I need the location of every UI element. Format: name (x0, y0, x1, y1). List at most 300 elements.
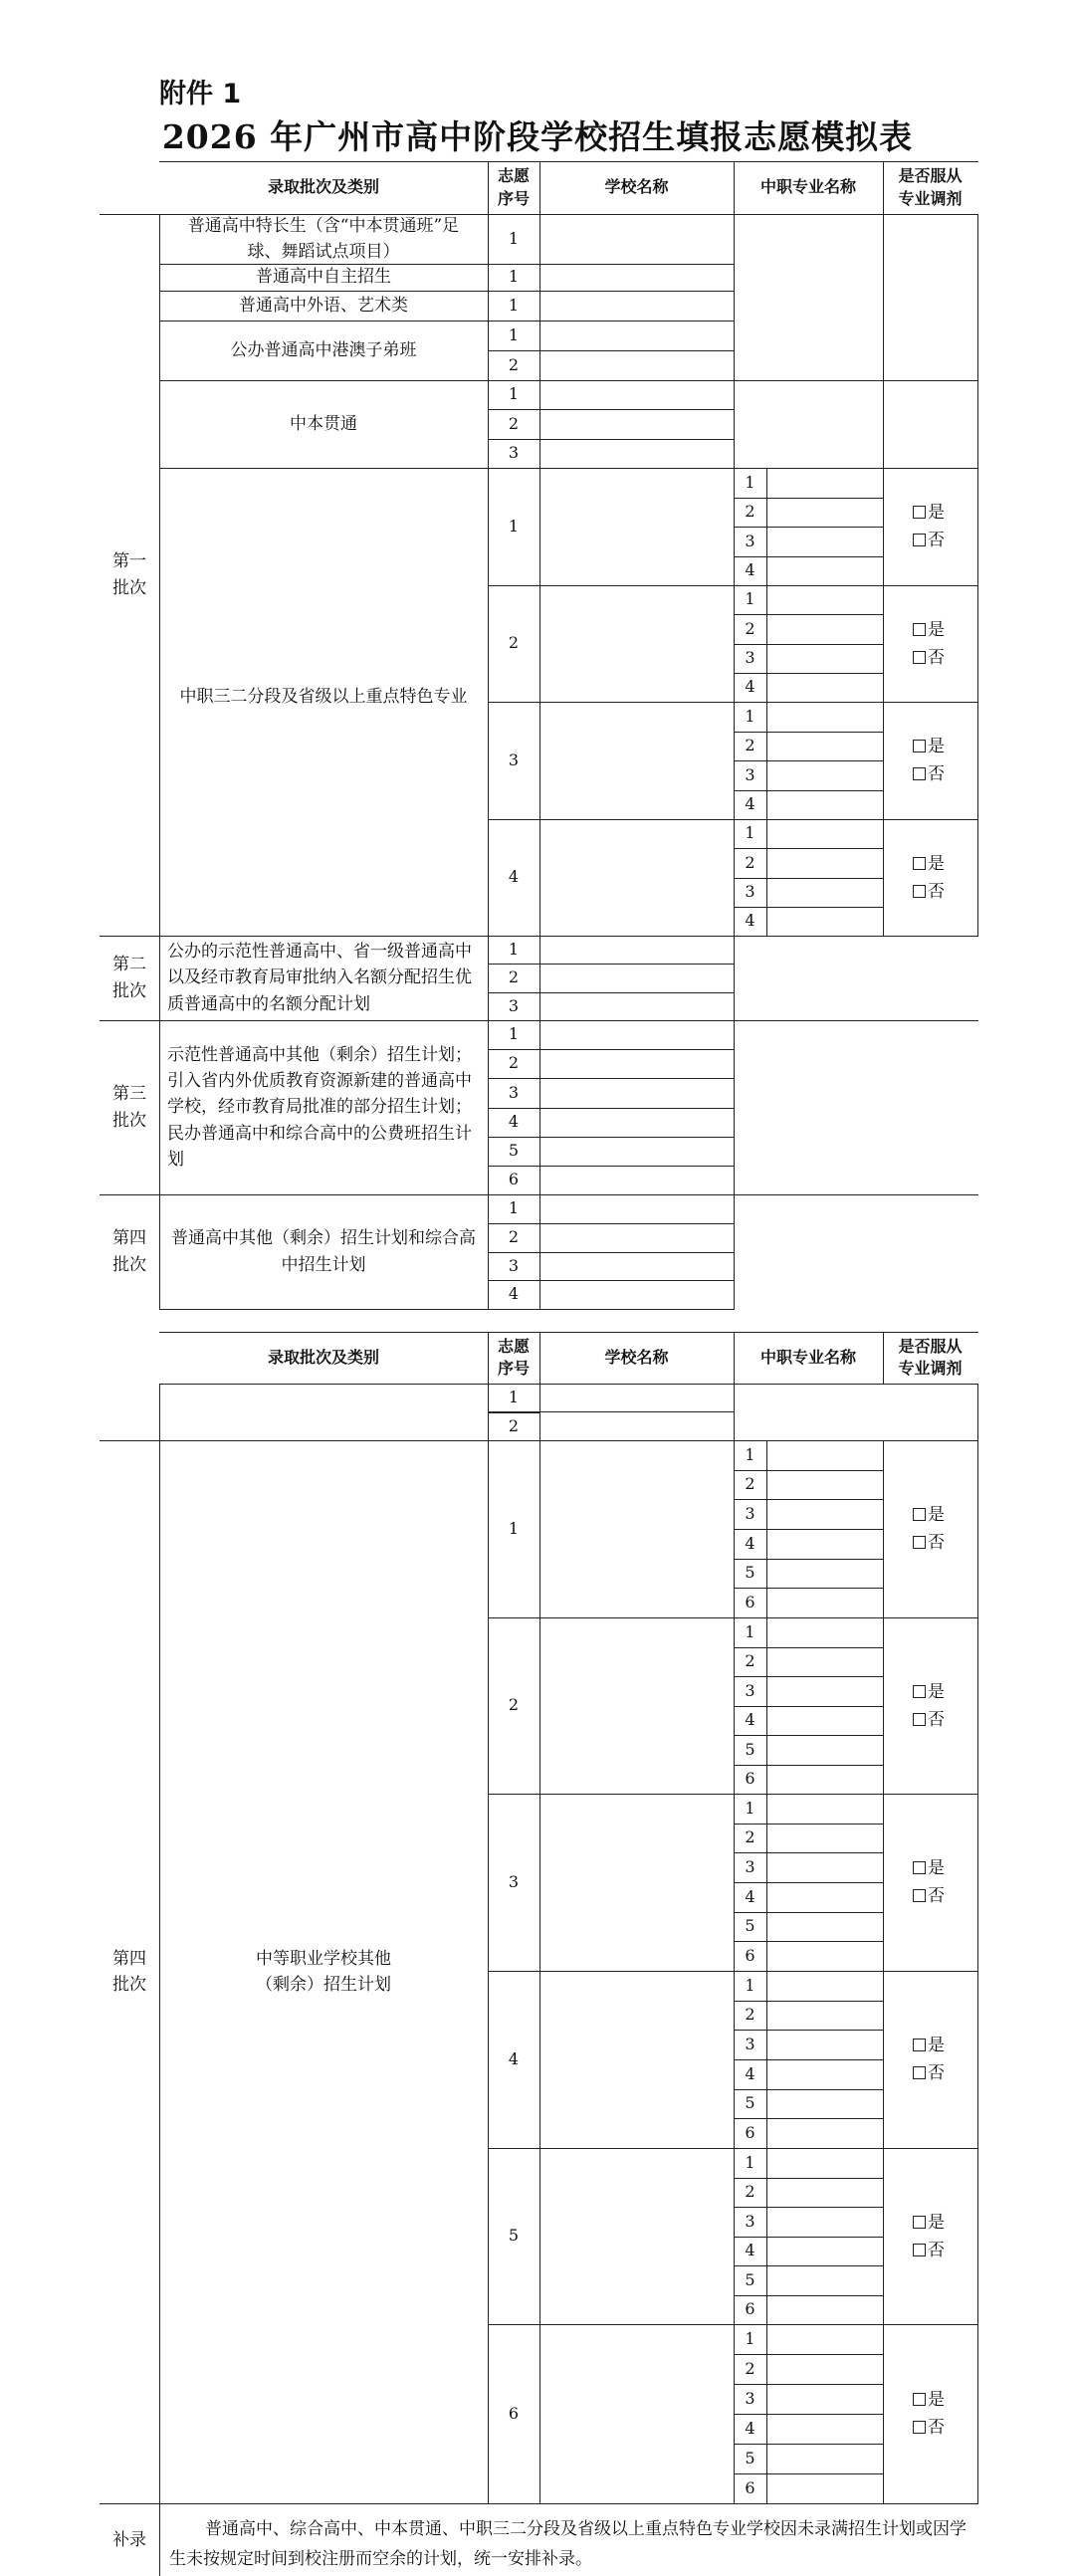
major-name-input[interactable] (768, 2061, 881, 2087)
school-name-input[interactable] (541, 821, 732, 934)
choice-number: 3 (508, 1871, 520, 1891)
major-name-input[interactable] (768, 1649, 881, 1674)
adjust-checkbox-group (913, 2386, 945, 2442)
school-name-input[interactable] (541, 1386, 732, 1409)
checkbox-icon[interactable] (913, 534, 926, 546)
major-seq-number: 1 (745, 1975, 755, 1995)
rule-line (539, 964, 735, 965)
major-name-input[interactable] (768, 2239, 881, 2263)
rule-line (539, 1166, 735, 1167)
major-seq-number: 6 (745, 2122, 755, 2142)
adjust-checkbox-group (913, 2032, 945, 2087)
major-seq-number: 3 (745, 764, 755, 784)
major-seq-number: 2 (745, 2005, 755, 2025)
major-seq-number: 3 (745, 2388, 755, 2408)
rule-line (977, 1384, 978, 1441)
rule-line (539, 1049, 735, 1050)
adjust-option-no[interactable] (913, 2059, 945, 2087)
major-seq-number: 3 (745, 531, 755, 550)
category-b4: 普通高中其他（剩余）招生计划和综合高中招生计划 (171, 1228, 476, 1275)
adjust-option-no[interactable] (913, 527, 945, 554)
major-name-input[interactable] (768, 1442, 881, 1468)
header-seq: 志愿 序号 (497, 1336, 530, 1378)
batch-label-4: 第四 批次 (112, 1228, 146, 1275)
major-seq-number: 3 (745, 2034, 755, 2053)
rule-line (159, 214, 160, 937)
rule-line (539, 409, 735, 410)
major-name-input[interactable] (768, 1472, 881, 1497)
major-seq-number: 1 (745, 1798, 755, 1818)
rule-line (539, 1280, 735, 1281)
header-seq: 志愿 序号 (497, 166, 530, 208)
major-name-input[interactable] (768, 2267, 881, 2293)
major-seq-number: 2 (745, 502, 755, 522)
rule-line (539, 1137, 735, 1138)
school-name-input[interactable] (541, 1413, 732, 1438)
checkbox-icon[interactable] (913, 1861, 926, 1874)
adjust-option-no[interactable] (913, 1529, 945, 1557)
major-name-input[interactable] (768, 558, 881, 583)
adjust-checkbox-group (913, 850, 945, 906)
major-name-input[interactable] (768, 1914, 881, 1939)
school-name-input[interactable] (541, 1022, 732, 1047)
major-seq-number: 2 (745, 2182, 755, 2202)
checkbox-label: 否 (928, 1886, 945, 1907)
major-name-input[interactable] (768, 2091, 881, 2116)
major-name-input[interactable] (768, 675, 881, 700)
rule-line (539, 439, 735, 440)
rule-line (539, 1108, 735, 1109)
adjust-option-yes[interactable] (913, 2032, 945, 2059)
checkbox-label: 否 (928, 2063, 945, 2084)
choice-number: 3 (508, 750, 520, 769)
major-seq-number: 5 (745, 2448, 755, 2468)
category-b4b: 中等职业学校其他 （剩余）招生计划 (256, 1948, 391, 1995)
batch-label-supp: 补录 (112, 2530, 146, 2551)
major-seq-number: 5 (745, 1916, 755, 1936)
header-adjust: 是否服从 专业调剂 (898, 1336, 963, 1378)
major-name-input[interactable] (768, 1561, 881, 1586)
major-name-input[interactable] (768, 2297, 881, 2322)
adjust-checkbox-group (913, 2209, 945, 2264)
adjust-option-yes[interactable] (913, 733, 945, 760)
major-name-input[interactable] (768, 1531, 881, 1557)
major-name-input[interactable] (768, 1590, 881, 1615)
choice-number: 4 (508, 867, 520, 887)
choice-number: 6 (508, 2403, 520, 2423)
major-name-input[interactable] (768, 2446, 881, 2471)
school-name-input[interactable] (541, 470, 732, 583)
rule-line (539, 585, 540, 703)
checkbox-label: 是 (928, 853, 945, 874)
major-name-input[interactable] (768, 587, 881, 612)
adjust-option-no[interactable] (913, 644, 945, 672)
checkbox-icon[interactable] (913, 885, 926, 898)
major-seq-number: 3 (745, 1503, 755, 1523)
major-seq-number: 3 (745, 1680, 755, 1700)
major-seq-number: 2 (745, 1474, 755, 1494)
category-lang: 普通高中外语、艺术类 (239, 295, 408, 316)
adjust-option-no[interactable] (913, 1706, 945, 1734)
checkbox-icon[interactable] (913, 2039, 926, 2051)
choice-number: 2 (508, 967, 520, 987)
adjust-option-yes[interactable] (913, 1501, 945, 1529)
adjust-option-no[interactable] (913, 878, 945, 906)
major-seq-number: 5 (745, 2269, 755, 2289)
checkbox-icon[interactable] (913, 1508, 926, 1521)
major-name-input[interactable] (768, 2209, 881, 2235)
school-name-input[interactable] (541, 1051, 732, 1076)
school-name-input[interactable] (541, 1225, 732, 1250)
choice-number: 2 (508, 633, 520, 653)
choice-number: 2 (508, 1227, 520, 1247)
checkbox-label: 是 (928, 737, 945, 756)
major-seq-number: 1 (745, 2152, 755, 2172)
checkbox-label: 是 (928, 2390, 945, 2410)
major-seq-number: 4 (745, 911, 755, 931)
major-seq-number: 6 (745, 2299, 755, 2319)
rule-line (159, 1384, 978, 1385)
rule-line (539, 468, 540, 586)
choice-number: 2 (508, 1053, 520, 1073)
checkbox-label: 否 (928, 2240, 945, 2260)
category-zb: 中本贯通 (290, 413, 357, 434)
choice-number: 1 (508, 1388, 520, 1407)
checkbox-icon[interactable] (913, 1889, 926, 1902)
major-name-input[interactable] (768, 880, 881, 905)
major-seq-number: 6 (745, 1592, 755, 1611)
header-adjust: 是否服从 专业调剂 (898, 166, 963, 208)
adjust-option-yes[interactable] (913, 1854, 945, 1882)
school-name-input[interactable] (541, 2150, 732, 2322)
adjust-checkbox-group (913, 499, 945, 554)
school-name-input[interactable] (541, 293, 732, 319)
school-name-input[interactable] (541, 704, 732, 817)
rule-line (539, 1440, 540, 1618)
checkbox-label: 是 (928, 1858, 945, 1878)
header-school: 学校名称 (604, 177, 669, 197)
adjust-checkbox-group (913, 1678, 945, 1734)
checkbox-label: 否 (928, 1533, 945, 1554)
header-category: 录取批次及类别 (267, 177, 379, 197)
rule-line (100, 2503, 978, 2504)
checkbox-icon[interactable] (913, 651, 926, 664)
adjust-checkbox-group (913, 1854, 945, 1910)
major-name-input[interactable] (768, 1973, 881, 1999)
rule-line (734, 1384, 735, 1441)
major-name-input[interactable] (768, 909, 881, 934)
choice-number: 5 (508, 2226, 520, 2246)
major-name-input[interactable] (768, 529, 881, 554)
choice-number: 1 (508, 1024, 520, 1044)
major-name-input[interactable] (768, 792, 881, 817)
major-name-input[interactable] (768, 2386, 881, 2412)
choice-number: 6 (508, 1170, 520, 1189)
category-b2: 公办的示范性普通高中、省一级普通高中以及经市教育局审批纳入名额分配招生优质普通高中的名额分配计划 (167, 941, 472, 1014)
adjust-option-yes[interactable] (913, 850, 945, 878)
major-seq-number: 3 (745, 2211, 755, 2231)
major-seq-number: 4 (745, 1533, 755, 1553)
adjust-checkbox-group (913, 1501, 945, 1557)
batch-label-3: 第三 批次 (112, 1084, 146, 1131)
rule-line (539, 702, 540, 820)
school-name-input[interactable] (541, 382, 732, 407)
major-name-input[interactable] (768, 2416, 881, 2442)
choice-number: 1 (508, 1518, 520, 1538)
choice-number: 1 (508, 228, 520, 248)
checkbox-icon[interactable] (913, 2421, 926, 2434)
choice-number: 1 (508, 516, 520, 536)
rule-line (539, 1223, 735, 1224)
checkbox-icon[interactable] (913, 1713, 926, 1726)
category-tech: 普通高中特长生（含“中本贯通班”足球、舞蹈试点项目） (187, 215, 460, 262)
school-name-input[interactable] (541, 1796, 732, 1969)
rule-line (539, 1617, 540, 1795)
major-seq-number: 2 (745, 2358, 755, 2378)
choice-number: 2 (508, 413, 520, 433)
choice-number: 1 (508, 267, 520, 287)
school-name-input[interactable] (541, 1168, 732, 1192)
checkbox-icon[interactable] (913, 767, 926, 780)
major-name-input[interactable] (768, 470, 881, 496)
rule-line (977, 468, 978, 937)
choice-number: 1 (508, 1198, 520, 1218)
adjust-option-yes[interactable] (913, 616, 945, 644)
category-auto: 普通高中自主招生 (256, 267, 391, 288)
major-seq-number: 1 (745, 1444, 755, 1464)
choice-number: 3 (508, 1255, 520, 1275)
major-seq-number: 1 (745, 472, 755, 492)
major-name-input[interactable] (768, 821, 881, 846)
major-seq-number: 6 (745, 1945, 755, 1965)
major-name-input[interactable] (768, 2326, 881, 2352)
major-name-input[interactable] (768, 1737, 881, 1763)
choice-number: 2 (508, 354, 520, 374)
header-major: 中职专业名称 (759, 177, 856, 197)
major-name-input[interactable] (768, 2180, 881, 2205)
attachment-label: 附件 1 (159, 79, 242, 109)
major-name-input[interactable] (768, 2032, 881, 2057)
adjust-option-no[interactable] (913, 1882, 945, 1910)
major-name-input[interactable] (768, 646, 881, 671)
school-name-input[interactable] (541, 322, 732, 348)
rule-line (539, 819, 540, 937)
supplement-note: 普通高中、综合高中、中本贯通、中职三二分段及省级以上重点特色专业学校因未录满招生计划或因学生未按规定时间到校注册而空余的计划，统一安排补录。 (169, 2519, 967, 2569)
major-seq-number: 6 (745, 1769, 755, 1789)
major-name-input[interactable] (768, 1854, 881, 1880)
major-seq-number: 4 (745, 677, 755, 697)
major-seq-number: 5 (745, 1739, 755, 1759)
major-name-input[interactable] (768, 2120, 881, 2146)
major-seq-number: 5 (745, 1563, 755, 1583)
major-seq-number: 1 (745, 823, 755, 843)
school-name-input[interactable] (541, 216, 732, 262)
major-name-input[interactable] (768, 704, 881, 730)
major-seq-number: 4 (745, 560, 755, 580)
adjust-option-yes[interactable] (913, 2386, 945, 2414)
major-seq-number: 2 (745, 618, 755, 638)
checkbox-icon[interactable] (913, 1536, 926, 1549)
adjust-option-no[interactable] (913, 2414, 945, 2442)
header-category: 录取批次及类别 (267, 1347, 379, 1367)
major-name-input[interactable] (768, 1708, 881, 1733)
rule-line (539, 1794, 540, 1972)
choice-number: 3 (508, 995, 520, 1015)
major-name-input[interactable] (768, 734, 881, 758)
checkbox-label: 否 (928, 2418, 945, 2439)
major-name-input[interactable] (768, 1501, 881, 1527)
major-seq-number: 1 (745, 706, 755, 726)
school-name-input[interactable] (541, 1080, 732, 1106)
major-name-input[interactable] (768, 1767, 881, 1792)
school-name-input[interactable] (541, 1282, 732, 1307)
major-seq-number: 5 (745, 2093, 755, 2113)
checkbox-icon[interactable] (913, 506, 926, 519)
choice-number: 2 (508, 1695, 520, 1715)
rule-line (539, 1252, 735, 1253)
checkbox-icon[interactable] (913, 2216, 926, 2229)
adjust-option-yes[interactable] (913, 499, 945, 527)
major-name-input[interactable] (768, 1796, 881, 1822)
page-title: 2026 年广州市高中阶段学校招生填报志愿模拟表 (161, 117, 914, 156)
choice-number: 1 (508, 384, 520, 404)
rule-line (539, 2324, 540, 2504)
header-school: 学校名称 (604, 1347, 669, 1367)
major-name-input[interactable] (768, 1678, 881, 1704)
major-seq-number: 2 (745, 736, 755, 755)
choice-number: 2 (508, 1415, 520, 1435)
major-name-input[interactable] (768, 2356, 881, 2382)
school-name-input[interactable] (541, 1254, 732, 1278)
school-name-input[interactable] (541, 1110, 732, 1135)
checkbox-icon[interactable] (913, 2244, 926, 2256)
checkbox-label: 是 (928, 619, 945, 640)
checkbox-icon[interactable] (913, 857, 926, 870)
checkbox-label: 否 (928, 647, 945, 668)
choice-number: 4 (508, 2048, 520, 2068)
major-name-input[interactable] (768, 1943, 881, 1969)
school-name-input[interactable] (541, 1196, 732, 1221)
adjust-option-yes[interactable] (913, 1678, 945, 1706)
checkbox-icon[interactable] (913, 2066, 926, 2079)
checkbox-label: 是 (928, 503, 945, 523)
choice-number: 4 (508, 1112, 520, 1132)
choice-number: 1 (508, 295, 520, 315)
rule-line (539, 1971, 540, 2149)
major-name-input[interactable] (768, 1619, 881, 1645)
batch-label-1: 第一 批次 (112, 551, 146, 598)
choice-number: 4 (508, 1284, 520, 1304)
rule-line (539, 1078, 735, 1079)
major-seq-number: 3 (745, 1856, 755, 1876)
school-name-input[interactable] (541, 266, 732, 289)
major-name-input[interactable] (768, 500, 881, 525)
adjust-option-yes[interactable] (913, 2209, 945, 2237)
adjust-option-no[interactable] (913, 2237, 945, 2264)
major-seq-number: 2 (745, 1651, 755, 1671)
major-name-input[interactable] (768, 762, 881, 788)
school-name-input[interactable] (541, 966, 732, 990)
major-seq-number: 4 (745, 1886, 755, 1906)
checkbox-icon[interactable] (913, 623, 926, 636)
major-seq-number: 6 (745, 2477, 755, 2497)
checkbox-label: 是 (928, 2036, 945, 2055)
school-name-input[interactable] (541, 1442, 732, 1615)
major-name-input[interactable] (768, 1884, 881, 1910)
rule-line (488, 1411, 735, 1412)
major-name-input[interactable] (768, 2150, 881, 2176)
category-hkm: 公办普通高中港澳子弟班 (230, 339, 417, 360)
major-name-input[interactable] (768, 850, 881, 876)
major-seq-number: 2 (745, 1827, 755, 1847)
batch-label-4b: 第四 批次 (112, 1948, 146, 1995)
major-name-input[interactable] (768, 616, 881, 642)
school-name-input[interactable] (541, 441, 732, 466)
major-name-input[interactable] (768, 2475, 881, 2501)
choice-number: 1 (508, 939, 520, 959)
major-seq-number: 2 (745, 852, 755, 872)
rule-line (539, 992, 735, 993)
school-name-input[interactable] (541, 938, 732, 962)
checkbox-icon[interactable] (913, 1685, 926, 1698)
major-name-input[interactable] (768, 1825, 881, 1850)
adjust-checkbox-group (913, 733, 945, 788)
school-name-input[interactable] (541, 352, 732, 378)
major-seq-number: 3 (745, 648, 755, 668)
checkbox-label: 是 (928, 1505, 945, 1525)
school-name-input[interactable] (541, 411, 732, 437)
choice-number: 3 (508, 443, 520, 463)
adjust-option-no[interactable] (913, 760, 945, 788)
rule-line (539, 2148, 540, 2325)
checkbox-icon[interactable] (913, 740, 926, 752)
school-name-input[interactable] (541, 1973, 732, 2146)
batch-label-2: 第二 批次 (112, 955, 146, 1001)
rule-line (539, 350, 735, 351)
choice-number: 5 (508, 1141, 520, 1161)
school-name-input[interactable] (541, 994, 732, 1018)
school-name-input[interactable] (541, 2326, 732, 2501)
choice-number: 1 (508, 324, 520, 344)
school-name-input[interactable] (541, 1619, 732, 1792)
choice-number: 3 (508, 1082, 520, 1102)
major-seq-number: 4 (745, 794, 755, 814)
rule-line (159, 2503, 160, 2576)
checkbox-label: 是 (928, 2212, 945, 2233)
checkbox-label: 否 (928, 881, 945, 902)
major-seq-number: 4 (745, 1710, 755, 1730)
major-seq-number: 4 (745, 2063, 755, 2083)
major-name-input[interactable] (768, 2003, 881, 2028)
rule-line (977, 1440, 978, 2504)
checkbox-label: 否 (928, 764, 945, 785)
major-seq-number: 4 (745, 2418, 755, 2438)
school-name-input[interactable] (541, 1139, 732, 1164)
rule-line (734, 380, 978, 381)
category-b3: 示范性普通高中其他（剩余）招生计划；引入省内外优质教育资源新建的普通高中学校，经市教育局批准的部分招生计划；民办普通高中和综合高中的公费班招生计划 (167, 1044, 472, 1171)
major-seq-number: 1 (745, 589, 755, 609)
checkbox-label: 是 (928, 1681, 945, 1702)
major-seq-number: 3 (745, 882, 755, 902)
checkbox-icon[interactable] (913, 2393, 926, 2406)
major-seq-number: 1 (745, 2328, 755, 2348)
rule-line (883, 214, 884, 469)
category-zz: 中职三二分段及省级以上重点特色专业 (179, 686, 468, 707)
major-seq-number: 4 (745, 2241, 755, 2260)
checkbox-label: 否 (928, 531, 945, 551)
rule-line (159, 1309, 735, 1310)
school-name-input[interactable] (541, 587, 732, 700)
